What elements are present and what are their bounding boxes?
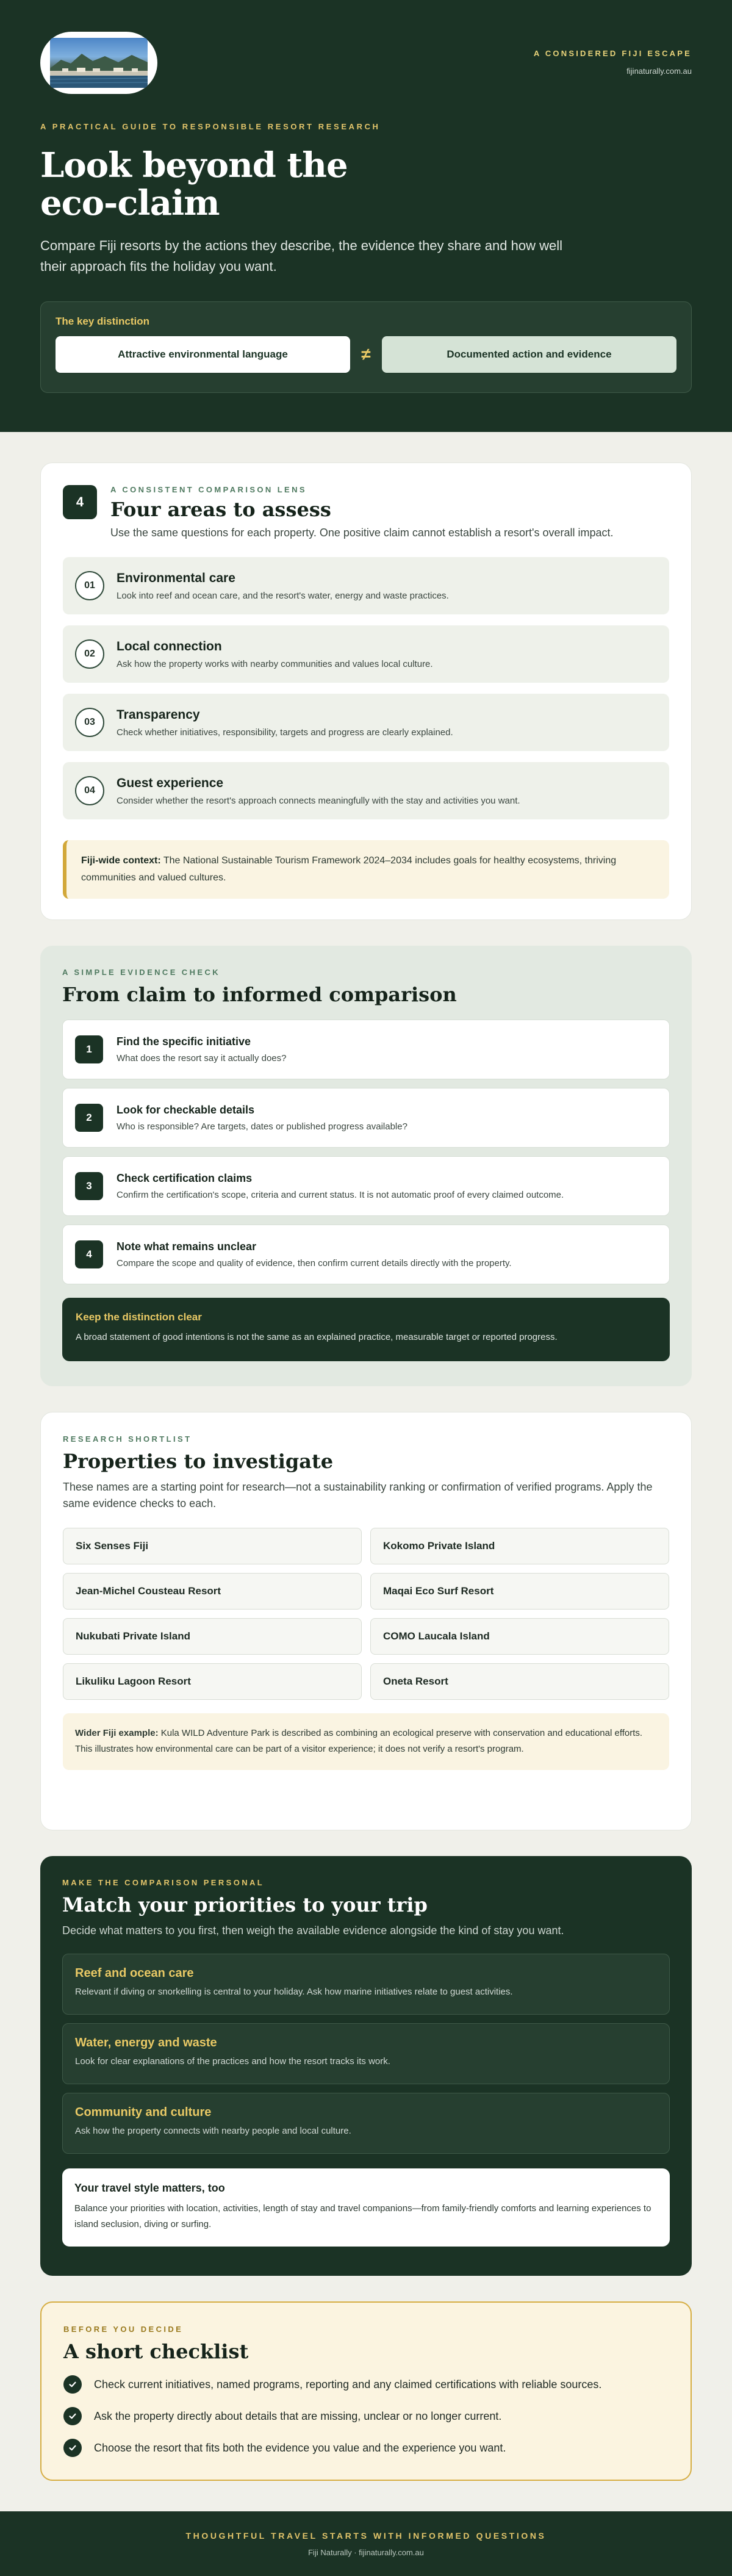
- check-icon: [63, 2439, 82, 2457]
- step-text: [117, 1172, 564, 1200]
- evidence-step: [62, 1088, 670, 1148]
- area-item: [63, 557, 669, 614]
- step-text: [117, 1240, 512, 1268]
- checklist-title: A short checklist: [63, 2340, 249, 2363]
- brand-logo[interactable]: [40, 32, 157, 94]
- step-number: 1: [75, 1035, 103, 1063]
- checklist-text: Ask the property directly about details that are missing, unclear or no longer current.: [94, 2409, 502, 2422]
- checklist-text: Choose the resort that fits both the evidence you value and the experience you want.: [94, 2441, 506, 2454]
- key-distinction-title: The key distinction: [56, 315, 149, 328]
- area-item: [63, 625, 669, 683]
- priority-description: Relevant if diving or snorkelling is central to your holiday. Ask how marine initiatives relate to guest activities.: [75, 1987, 513, 1997]
- evidence-steps: [62, 1020, 670, 1284]
- property-item: Likuliku Lagoon Resort: [63, 1663, 362, 1700]
- area-text: [117, 708, 453, 738]
- area-list: [63, 557, 669, 819]
- area-number: 01: [75, 571, 104, 600]
- page-footer: [0, 2511, 732, 2576]
- priority-description: Look for clear explanations of the practices and how the resort tracks its work.: [75, 2056, 390, 2067]
- property-item: Maqai Eco Surf Resort: [370, 1573, 669, 1610]
- area-text: [117, 571, 449, 601]
- step-title: Note what remains unclear: [117, 1240, 257, 1253]
- area-description: Check whether initiatives, responsibility, targets and progress are clearly explained.: [117, 727, 453, 738]
- area-text: [117, 776, 520, 806]
- footer-tagline: THOUGHTFUL TRAVEL STARTS WITH INFORMED QUESTIONS: [185, 2530, 547, 2541]
- checklist-item: [63, 2375, 669, 2394]
- hero-top: [40, 0, 692, 122]
- four-areas-title: Four areas to assess: [110, 498, 331, 521]
- property-item: Six Senses Fiji: [63, 1528, 362, 1564]
- checklist-item: [63, 2407, 669, 2425]
- distinction-callout: [62, 1298, 670, 1361]
- priority-item: [62, 2093, 670, 2154]
- hero-lede: Compare Fiji resorts by the actions they describe, the evidence they share and how well their approach fits the holiday you want.: [40, 238, 562, 275]
- area-description: Look into reef and ocean care, and the resort's water, energy and waste practices.: [117, 590, 449, 601]
- priority-list: [62, 1954, 670, 2154]
- fiji-context-note: [63, 840, 669, 899]
- check-icon: [63, 2375, 82, 2394]
- travel-style-note: [62, 2168, 670, 2247]
- property-grid: [63, 1528, 669, 1700]
- travel-style-title: Your travel style matters, too: [74, 2182, 225, 2194]
- evidence-step: [62, 1225, 670, 1284]
- property-item: Oneta Resort: [370, 1663, 669, 1700]
- key-distinction-panel: [40, 301, 692, 393]
- area-title: Environmental care: [117, 570, 235, 585]
- area-number: 03: [75, 708, 104, 737]
- shortlist-title: Properties to investigate: [63, 1450, 334, 1473]
- areas-count-badge: 4: [63, 485, 97, 519]
- hero-eyebrow: A PRACTICAL GUIDE TO RESPONSIBLE RESORT RESEARCH: [40, 122, 381, 131]
- area-title: Local connection: [117, 639, 222, 653]
- step-title: Check certification claims: [117, 1172, 253, 1184]
- area-item: [63, 762, 669, 819]
- distinction-callout-text: A broad statement of good intentions is not the same as an explained practice, measurable target or reported progress.: [76, 1332, 558, 1342]
- four-areas-card: [40, 462, 692, 920]
- evidence-check-card: [40, 946, 692, 1386]
- checklist-label: BEFORE YOU DECIDE: [63, 2325, 184, 2334]
- priority-title: Reef and ocean care: [75, 1966, 194, 1980]
- fiji-context-text: The National Sustainable Tourism Framework 2024–2034 includes goals for healthy ecosystems, thriving communities and valued cultures.: [81, 855, 617, 883]
- priority-item: [62, 2023, 670, 2084]
- resort-photo-icon: [50, 38, 148, 88]
- priority-title: Water, energy and waste: [75, 2036, 217, 2049]
- evidence-label: A SIMPLE EVIDENCE CHECK: [62, 968, 221, 977]
- area-text: [117, 639, 433, 669]
- page-title: Look beyond the eco-claim: [40, 145, 348, 223]
- area-title: Transparency: [117, 707, 200, 722]
- area-number: 02: [75, 639, 104, 669]
- distinction-left-box: Attractive environmental language: [56, 336, 350, 373]
- footer-credit-link[interactable]: Fiji Naturally · fijinaturally.com.au: [308, 2547, 424, 2557]
- four-areas-heading: [110, 485, 614, 541]
- priorities-label: MAKE THE COMPARISON PERSONAL: [62, 1878, 265, 1887]
- step-title: Look for checkable details: [117, 1104, 255, 1116]
- not-equal-icon: ≠: [361, 345, 371, 364]
- step-description: What does the resort say it actually does?: [117, 1053, 287, 1063]
- priority-title: Community and culture: [75, 2106, 212, 2119]
- priority-description: Ask how the property connects with nearby people and local culture.: [75, 2126, 351, 2136]
- step-number: 3: [75, 1172, 103, 1200]
- evidence-step: [62, 1020, 670, 1079]
- checklist-item: [63, 2439, 669, 2457]
- travel-style-text: Balance your priorities with location, activities, length of stay and travel companions—from family-friendly comforts and learning experiences to island seclusion, diving or surfing.: [74, 2203, 651, 2230]
- check-icon: [63, 2407, 82, 2425]
- priorities-card: [40, 1856, 692, 2276]
- step-description: Confirm the certification's scope, criteria and current status. It is not automatic proof of every claimed outcome.: [117, 1190, 564, 1200]
- wider-fiji-text: Kula WILD Adventure Park is described as combining an ecological preserve with conservation and educational efforts. This illustrates how environmental care can be part of a visitor experience; it does not verify a resort's program.: [75, 1728, 643, 1755]
- property-item: Kokomo Private Island: [370, 1528, 669, 1564]
- checklist-card: [40, 2301, 692, 2481]
- distinction-callout-title: Keep the distinction clear: [76, 1311, 202, 1323]
- checklist-items: [63, 2375, 669, 2457]
- checklist-text: Check current initiatives, named programs, reporting and any claimed certifications with reliable sources.: [94, 2378, 602, 2391]
- main-content: [0, 432, 732, 2481]
- four-areas-label: A CONSISTENT COMPARISON LENS: [110, 485, 307, 494]
- area-title: Guest experience: [117, 775, 224, 790]
- priority-item: [62, 1954, 670, 2015]
- wider-fiji-lead: Wider Fiji example:: [75, 1728, 159, 1738]
- shortlist-label: RESEARCH SHORTLIST: [63, 1434, 192, 1444]
- step-text: [117, 1104, 407, 1132]
- brand-kicker: A CONSIDERED FIJI ESCAPE: [533, 49, 692, 58]
- priorities-title: Match your priorities to your trip: [62, 1893, 428, 1916]
- area-description: Ask how the property works with nearby communities and values local culture.: [117, 658, 433, 669]
- step-text: [117, 1035, 286, 1063]
- area-item: [63, 694, 669, 751]
- evidence-step: [62, 1156, 670, 1216]
- brand-site-link[interactable]: fijinaturally.com.au: [626, 67, 692, 76]
- area-number: 04: [75, 776, 104, 805]
- property-item: Nukubati Private Island: [63, 1618, 362, 1655]
- shortlist-subtitle: These names are a starting point for research—not a sustainability ranking or confirmation of verified programs. Apply the same evidence checks to each.: [63, 1481, 653, 1509]
- four-areas-subtitle: Use the same questions for each property. One positive claim cannot establish a resort's overall impact.: [110, 527, 614, 539]
- step-number: 2: [75, 1104, 103, 1132]
- step-description: Who is responsible? Are targets, dates or published progress available?: [117, 1121, 407, 1132]
- wider-fiji-note: [63, 1713, 669, 1770]
- property-item: Jean-Michel Cousteau Resort: [63, 1573, 362, 1610]
- step-description: Compare the scope and quality of evidence, then confirm current details directly with the property.: [117, 1258, 512, 1268]
- key-distinction-row: [56, 336, 676, 373]
- step-title: Find the specific initiative: [117, 1035, 251, 1048]
- shortlist-card: [40, 1412, 692, 1830]
- property-item: COMO Laucala Island: [370, 1618, 669, 1655]
- area-description: Consider whether the resort's approach connects meaningfully with the stay and activities you want.: [117, 795, 520, 806]
- distinction-right-box: Documented action and evidence: [382, 336, 676, 373]
- priorities-subtitle: Decide what matters to you first, then weigh the available evidence alongside the kind of stay you want.: [62, 1924, 564, 1937]
- evidence-title: From claim to informed comparison: [62, 983, 457, 1006]
- step-number: 4: [75, 1240, 103, 1268]
- hero: [0, 0, 732, 432]
- hero-brand: [534, 49, 692, 76]
- fiji-context-lead: Fiji-wide context:: [81, 855, 161, 866]
- four-areas-header: [63, 485, 669, 541]
